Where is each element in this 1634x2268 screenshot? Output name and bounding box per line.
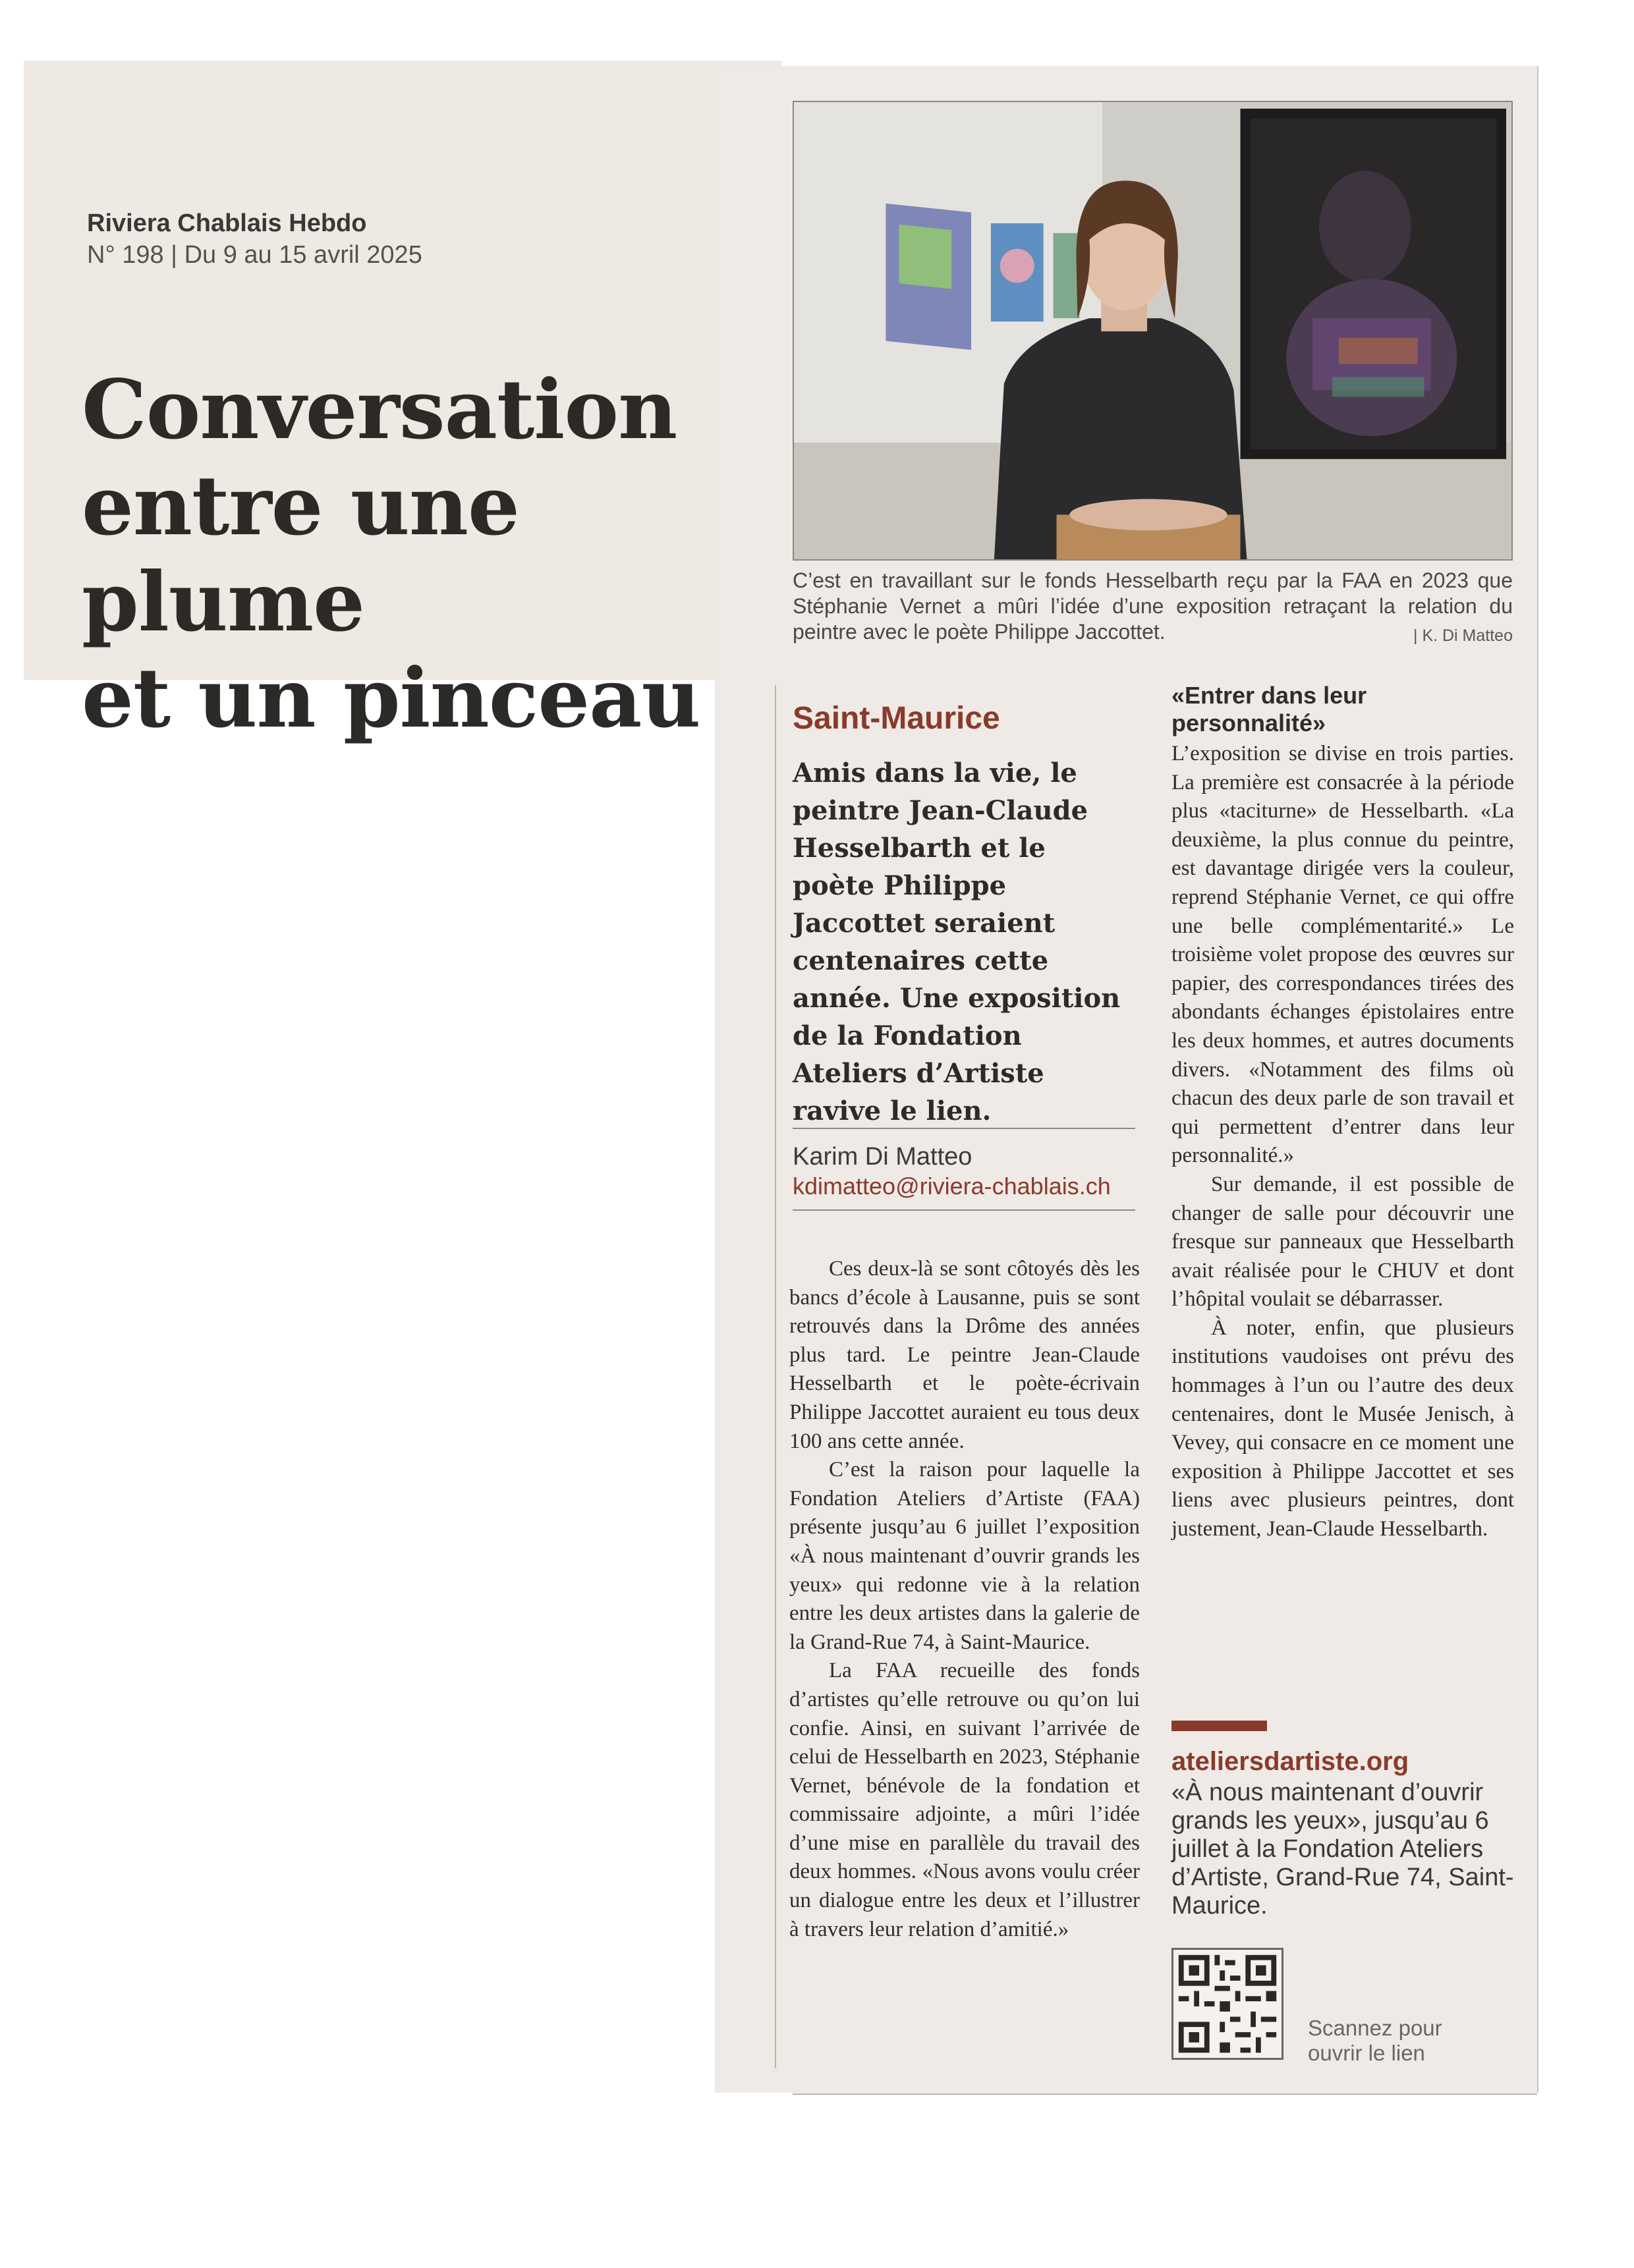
article-author: Karim Di Matteo: [793, 1143, 972, 1171]
body-paragraph: Sur demande, il est possible de changer de salle pour découvrir une fresque sur panneaux que Hesselbarth avait réalisée pour le CHUV et dont l’hôpital voulait se débarrasser.: [1171, 1172, 1514, 1312]
headline-line-1: Conversation: [82, 362, 677, 458]
photo-caption: [793, 568, 1513, 649]
byline-bottom-rule: [793, 1209, 1135, 1211]
body-paragraph: À noter, enfin, que plusieurs institutions vaudoises ont prévu des hommages à l’un ou l’autre des deux centenaires, dont le Musée Jenisch, à Vevey, qui consacre en ce moment une exposition à Philippe Jaccottet et ses liens avec plusieurs peintres, dont justement, Jean-Claude Hesselbarth.: [1171, 1315, 1514, 1541]
body-paragraph: La FAA recueille des fonds d’artistes qu’elle retrouve ou qu’on lui confie. Ainsi, en suivant l’arrivée de celui de Hesselbarth en 2023, Stéphanie Vernet, bénévole de la fondation et commissaire adjointe, a mûri l’idée d’une mise en parallèle du travail des deux hommes. «Nous avons voulu créer un dialogue entre les deux et l’illustrer à travers leur relation d’amitié.»: [789, 1659, 1140, 1941]
author-email[interactable]: kdimatteo@riviera-chablais.ch: [793, 1173, 1111, 1200]
info-box-accent-bar: [1171, 1721, 1267, 1731]
article-body-left-column: [789, 1255, 1140, 1944]
byline-top-rule: [793, 1128, 1135, 1129]
bottom-rule: [793, 2093, 1537, 2095]
body-paragraph: C’est la raison pour laquelle la Fondation Ateliers d’Artiste (FAA) présente jusqu’au 6 juillet l’exposition «À nous maintenant d’ouvrir grands les yeux» qui redonne vie à la relation entre les deux artistes dans la galerie de la Grand-Rue 74, à Saint-Maurice.: [789, 1458, 1140, 1654]
headline-line-2: entre une plume: [82, 458, 519, 650]
info-box-url[interactable]: ateliersdartiste.org: [1171, 1747, 1409, 1776]
info-box-text: «À nous maintenant d’ouvrir grands les yeux», jusqu’au 6 juillet à la Fondation Ateliers d’Artiste, Grand-Rue 74, Saint-Maurice.: [1171, 1779, 1514, 1920]
body-paragraph: Ces deux-là se sont côtoyés dès les bancs d’école à Lausanne, puis se sont retrouvés dans la Drôme des années plus tard. Le peintre Jean-Claude Hesselbarth et le poète-écrivain Philippe Jaccottet auraient eu tous deux 100 ans cette année.: [789, 1257, 1140, 1453]
caption-text: C’est en travaillant sur le fonds Hesselbarth reçu par la FAA en 2023 que Stéphanie Vernet a mûri l’idée d’une exposition retraçant la relation du peintre avec le poète Philippe Jaccottet.: [793, 568, 1513, 644]
article-body-right-column: [1171, 740, 1514, 1544]
qr-code-label: Scannez pour ouvrir le lien: [1308, 2016, 1442, 2065]
article-lede: Amis dans la vie, le peintre Jean-Claude Hesselbarth et le poète Philippe Jaccottet seraient centenaires cette année. Une exposition de la Fondation Ateliers d’Artiste ravive le lien.: [793, 758, 1121, 1126]
headline: [82, 362, 780, 747]
article-subhead: «Entrer dans leur personnalité»: [1171, 682, 1367, 736]
publication-name: Riviera Chablais Hebdo: [87, 209, 367, 237]
photo-credit: | K. Di Matteo: [1413, 626, 1513, 645]
qr-code-icon[interactable]: [1171, 1948, 1283, 2060]
headline-line-3: et un pinceau: [82, 651, 700, 746]
article-kicker: Saint-Maurice: [793, 701, 1000, 736]
body-paragraph: L’exposition se divise en trois parties. La première est consacrée à la période plus «taciturne» de Hesselbarth. «La deuxième, la plus connue du peintre, est davantage dirigée vers la couleur, reprend Stéphanie Vernet, ce qui offre une belle complémentarité.» Le troisième volet propose des œuvres sur papier, des correspondances tirées des abondants échanges épistolaires entre les deux hommes, et autres documents divers. «Notamment des films où chacun des deux parle de son travail et qui permettent d’entrer dans leur personnalité.»: [1171, 742, 1514, 1168]
article-photo: [793, 101, 1513, 561]
column-divider: [775, 685, 776, 2068]
publication-issue: N° 198 | Du 9 au 15 avril 2025: [87, 241, 422, 269]
